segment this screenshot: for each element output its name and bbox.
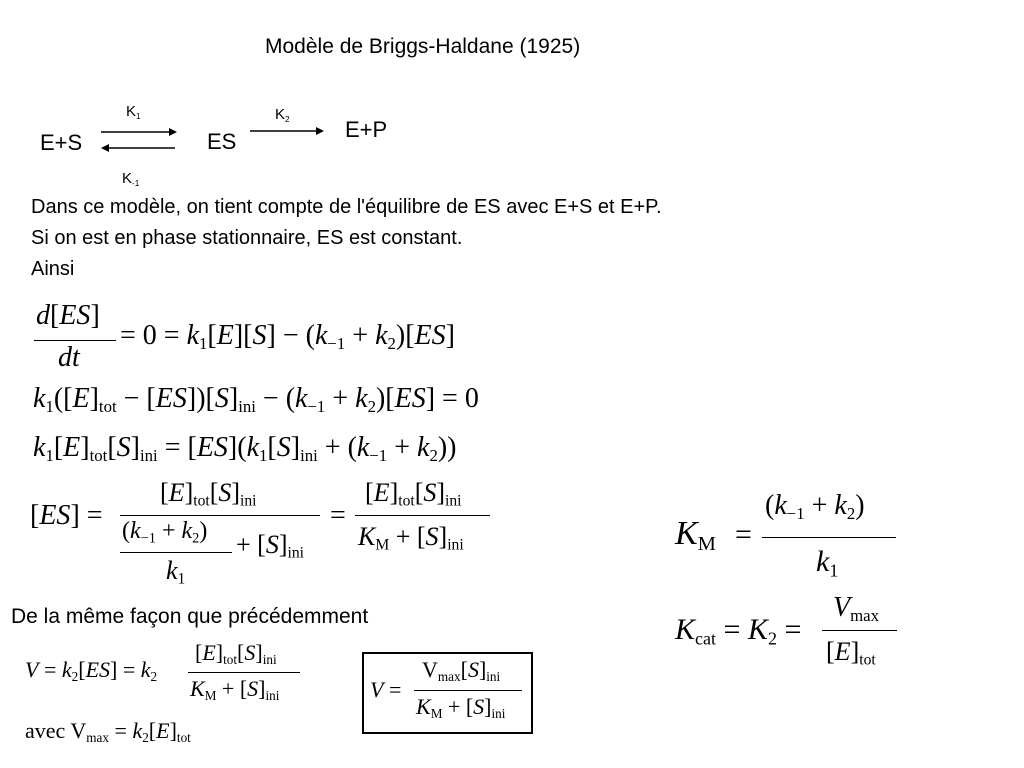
equation-2: k1([E]tot − [ES])[S]ini − (k−1 + k2)[ES] = 0 [33,383,479,417]
same-way-text: De la même façon que précédemment [11,605,369,628]
k2-label: $K_2$ [275,106,290,124]
forward-arrow [248,120,333,142]
k-1-label: $K_{-1}$ [122,170,140,188]
reactant-label: E+S [40,130,83,155]
paragraph-line-3: Ainsi [31,258,75,280]
paragraph-line-1: Dans ce modèle, on tient compte de l'équilibre de ES avec E+S et E+P. [31,196,662,218]
paragraph-line-2: Si on est en phase stationnaire, ES est constant. [31,227,463,249]
complex-label: ES [207,129,237,154]
k1-label: $K_1$ [126,103,141,121]
vmax-definition: avec Vmax = k2[E]tot [25,718,191,745]
page-title: Modèle de Briggs-Haldane (1925) [265,35,581,58]
equation-3: k1[E]tot[S]ini = [ES](k1[S]ini + (k−1 + k2)) [33,432,457,466]
product-label: E+P [345,117,388,142]
equilibrium-arrows [95,120,185,160]
